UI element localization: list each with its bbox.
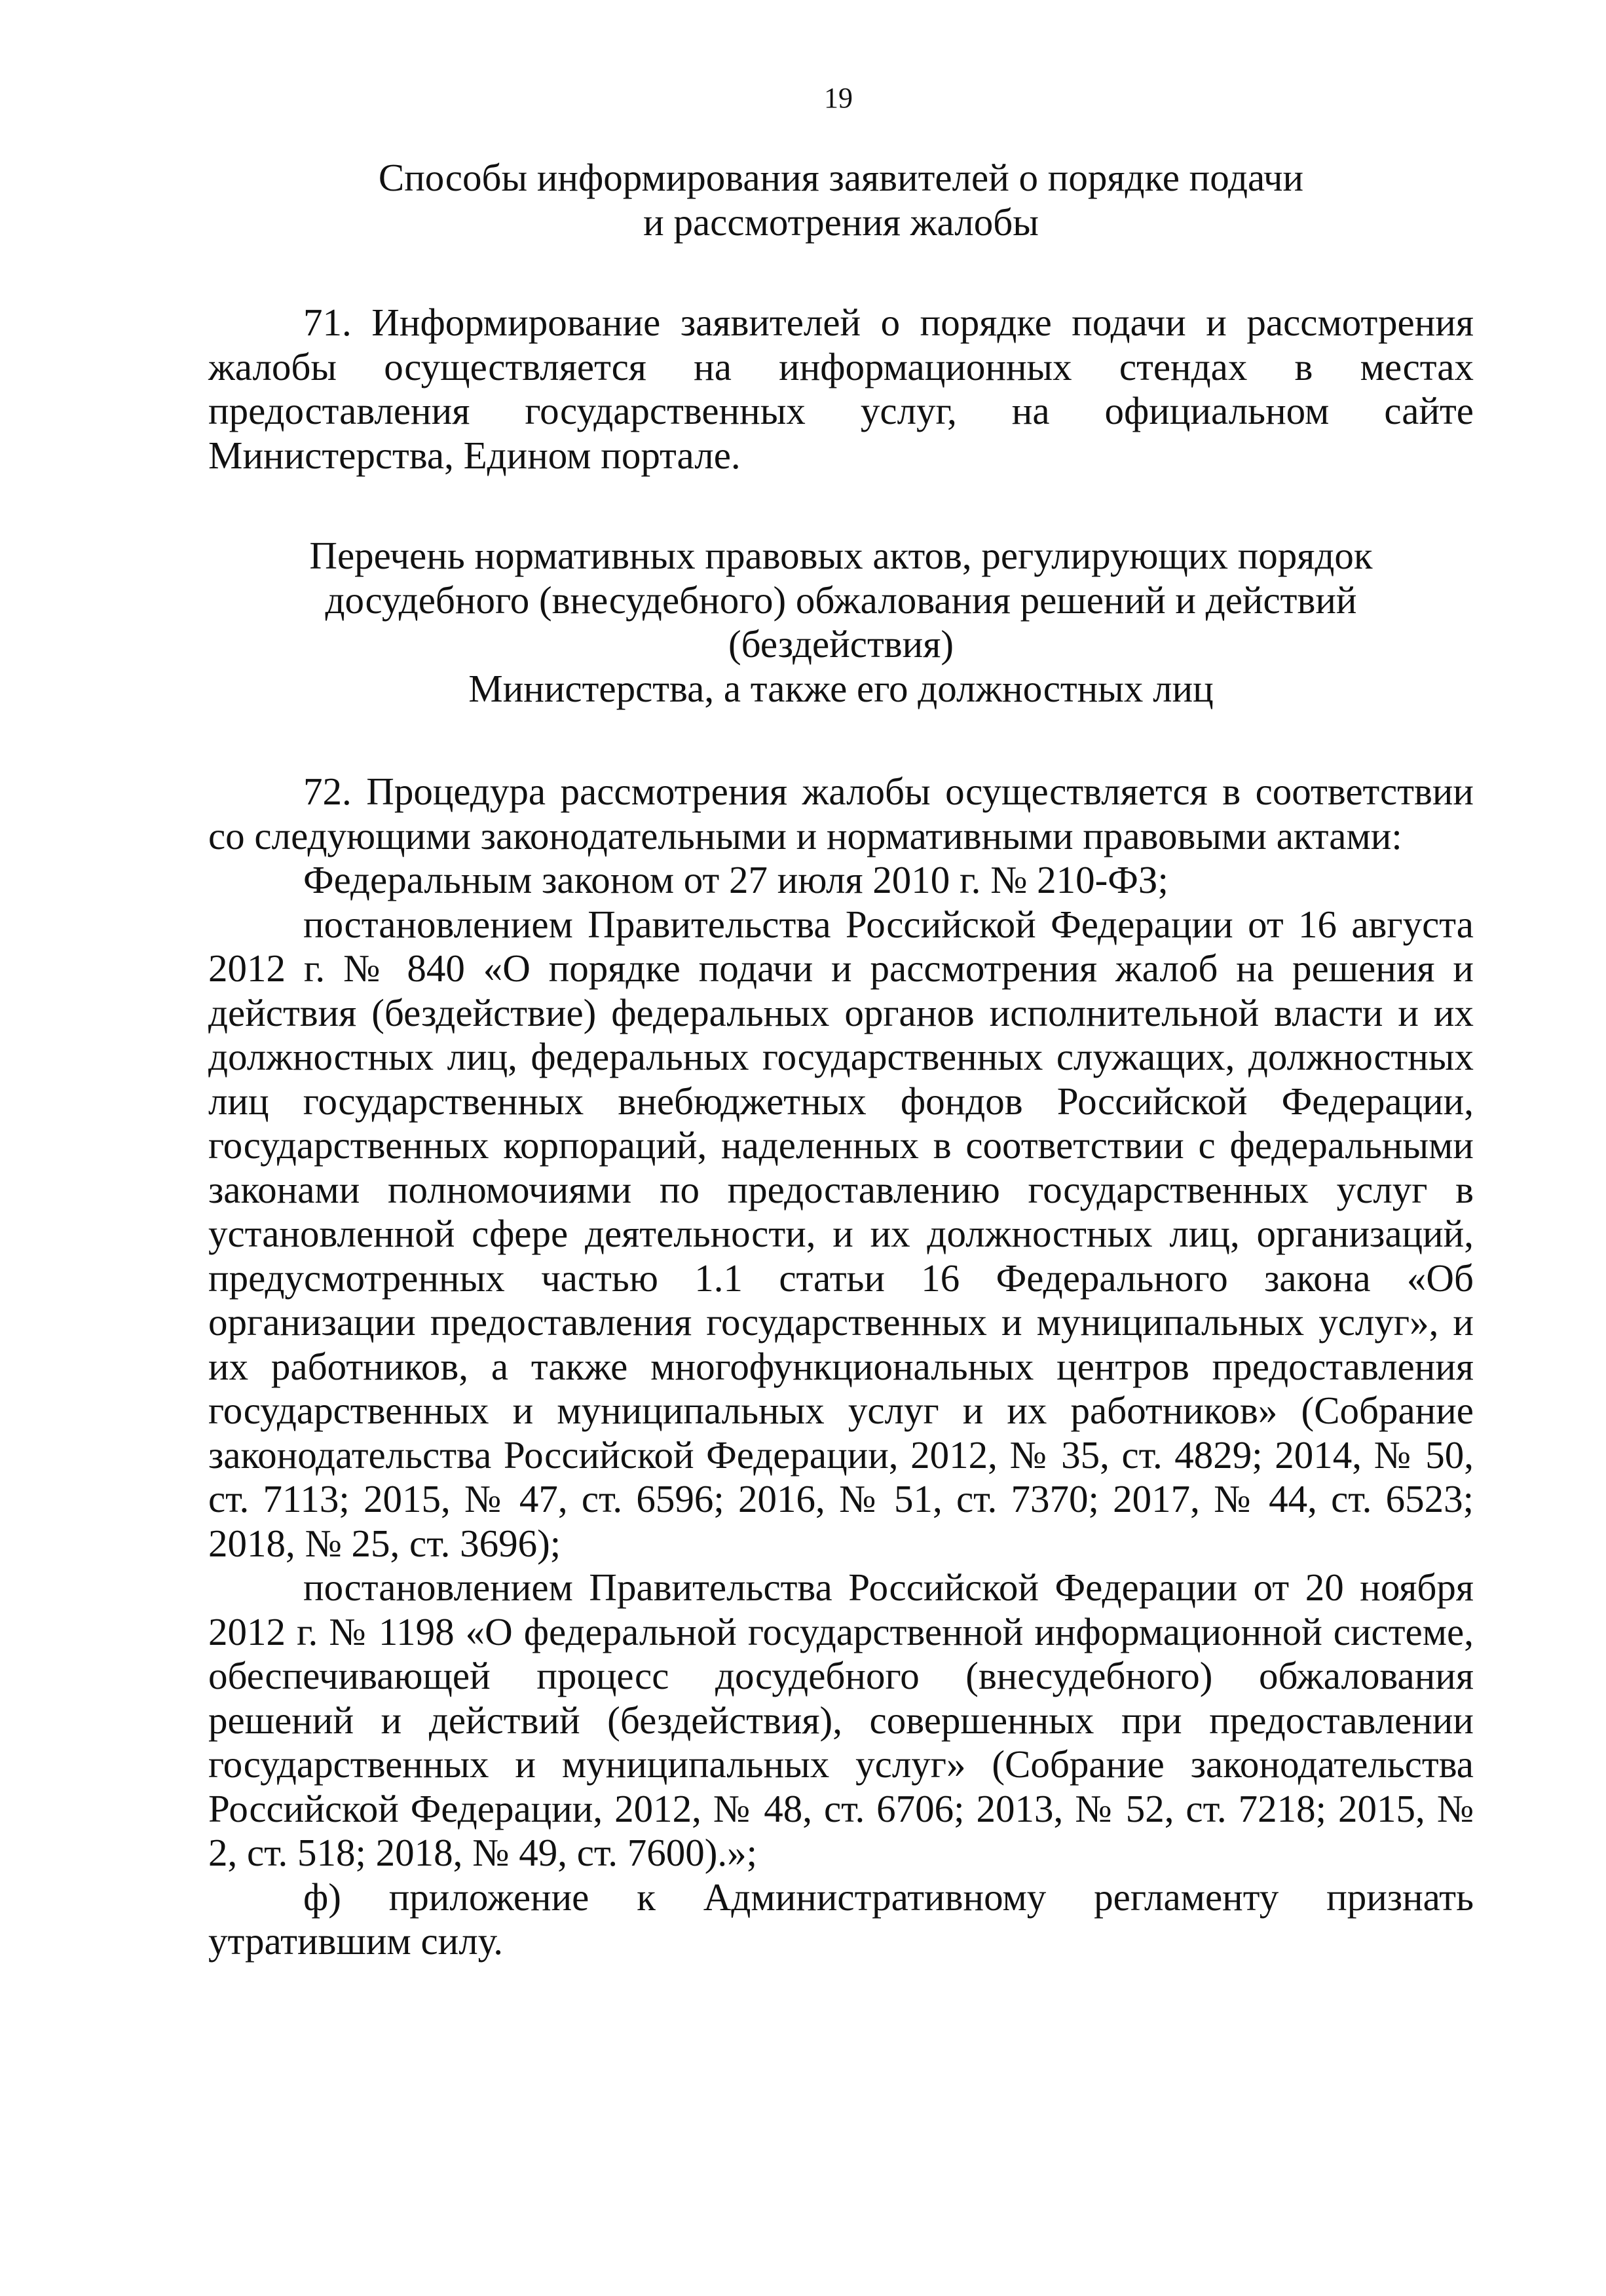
paragraph-72: 72. Процедура рассмотрения жалобы осуществляется в соответствии со следующими законодательными и нормативными правовыми актами: — [208, 770, 1474, 857]
paragraph-annex-void: ф) приложение к Административному регламенту признать утратившим силу. — [208, 1875, 1474, 1963]
paragraph-resolution-1198: постановлением Правительства Российской Федерации от 20 ноября 2012 г. № 1198 «О федеральной государственной информационной системе, обеспечивающей процесс досудебного (внесудебного) обжалования решений и действий (бездействия), совершенных при предоставлении государственных и муниципальных услуг» (Собрание законодательства Российской Федерации, 2012, № 48, ст. 6706; 2013, № 52, ст. 7218; 2015, № 2, ст. 518; 2018, № 49, ст. 7600).»; — [208, 1566, 1474, 1874]
page-number: 19 — [824, 82, 853, 114]
heading-line: Министерства, а также его должностных лиц — [468, 666, 1214, 710]
paragraph-resolution-840: постановлением Правительства Российской Федерации от 16 августа 2012 г. № 840 «О порядке подачи и рассмотрения жалоб на решения и действия (бездействие) федеральных органов исполнительной власти и их должностных лиц, федеральных государственных служащих, должностных лиц государственных внебюджетных фондов Российской Федерации, государственных корпораций, наделенных в соответствии с федеральными законами полномочиями по предоставлению государственных услуг в установленной сфере деятельности, и их должностных лиц, организаций, предусмотренных частью 1.1 статьи 16 Федерального закона «Об организации предоставления государственных и муниципальных услуг», и их работников, а также многофункциональных центров предоставления государственных и муниципальных услуг и их работников» (Собрание законодательства Российской Федерации, 2012, № 35, ст. 4829; 2014, № 50, ст. 7113; 2015, № 47, ст. 6596; 2016, № 51, ст. 7370; 2017, № 44, ст. 6523; 2018, № 25, ст. 3696); — [208, 902, 1474, 1565]
heading-line: Способы информирования заявителей о порядке подачи — [378, 156, 1304, 199]
paragraph-federal-law: Федеральным законом от 27 июля 2010 г. № 210-ФЗ; — [303, 858, 1168, 901]
heading-line: Перечень нормативных правовых актов, регулирующих порядок — [309, 534, 1373, 577]
heading-line: и рассмотрения жалобы — [643, 200, 1039, 244]
heading-line: досудебного (внесудебного) обжалования решений и действий (бездействия) — [325, 578, 1357, 666]
document-body — [208, 156, 1474, 1964]
paragraph-71: 71. Информирование заявителей о порядке подачи и рассмотрения жалобы осуществляется на информационных стендах в местах предоставления государственных услуг, на официальном сайте Министерства, Едином портале. — [208, 301, 1474, 477]
section-heading-legal-acts — [208, 534, 1474, 711]
section-heading-informing — [208, 156, 1474, 244]
